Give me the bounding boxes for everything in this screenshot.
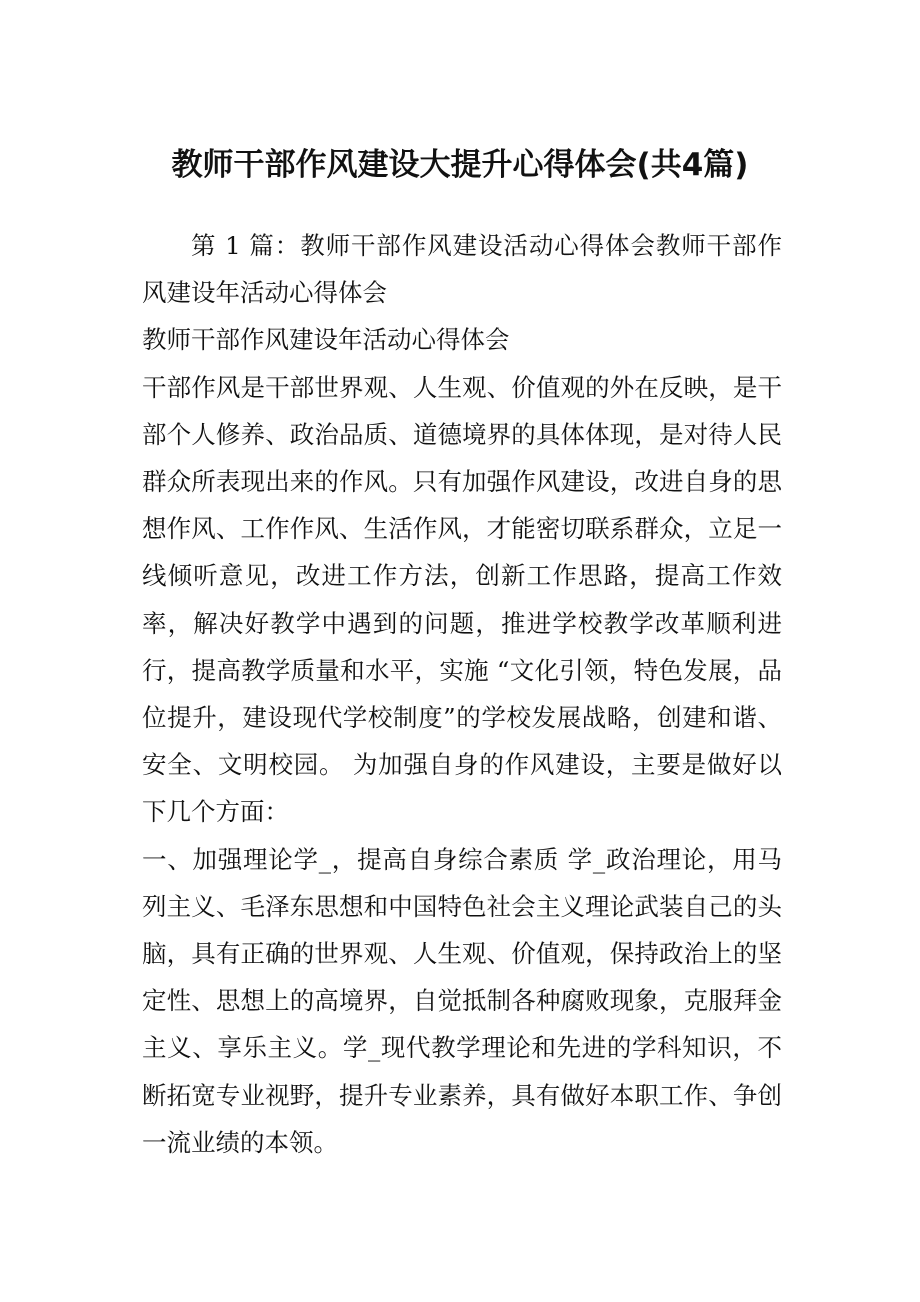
paragraph-intro: 干部作风是干部世界观、人生观、价值观的外在反映，是干部个人修养、政治品质、道德境界的具体体现，是对待人民群众所表现出来的作风。只有加强作风建设，改进自身的思想作风、工作作风、生活作风，才能密切联系群众，立足一线倾听意见，改进工作方法，创新工作思路，提高工作效率，解决好教学中遇到的问题，推进学校教学改革顺利进行，提高教学质量和水平，实施 “文化引领，特色发展，品位提升，建设现代学校制度”的学校发展战略，创建和谐、安全、文明校园。 为加强自身的作风建设，主要是做好以下几个方面： — [142, 372, 782, 827]
paragraph-section-one: 一、加强理论学_，提高自身综合素质 学_政治理论，用马列主义、毛泽东思想和中国特色社会主义理论武装自己的头脑，具有正确的世界观、人生观、价值观，保持政治上的坚定性、思想上的高境界，自觉抵制各种腐败现象，克服拜金主义、享乐主义。学_现代教学理论和先进的学科知识，不断拓宽专业视野，提升专业素养，具有做好本职工作、争创一流业绩的本领。 — [142, 844, 782, 1157]
paragraph-chapter-heading: 第 1 篇：教师干部作风建设活动心得体会教师干部作风建设年活动心得体会 — [142, 231, 782, 308]
document-body — [142, 222, 782, 1166]
document-title: 教师干部作风建设大提升心得体会(共4篇) — [171, 147, 749, 183]
paragraph-subheading: 教师干部作风建设年活动心得体会 — [142, 325, 510, 355]
